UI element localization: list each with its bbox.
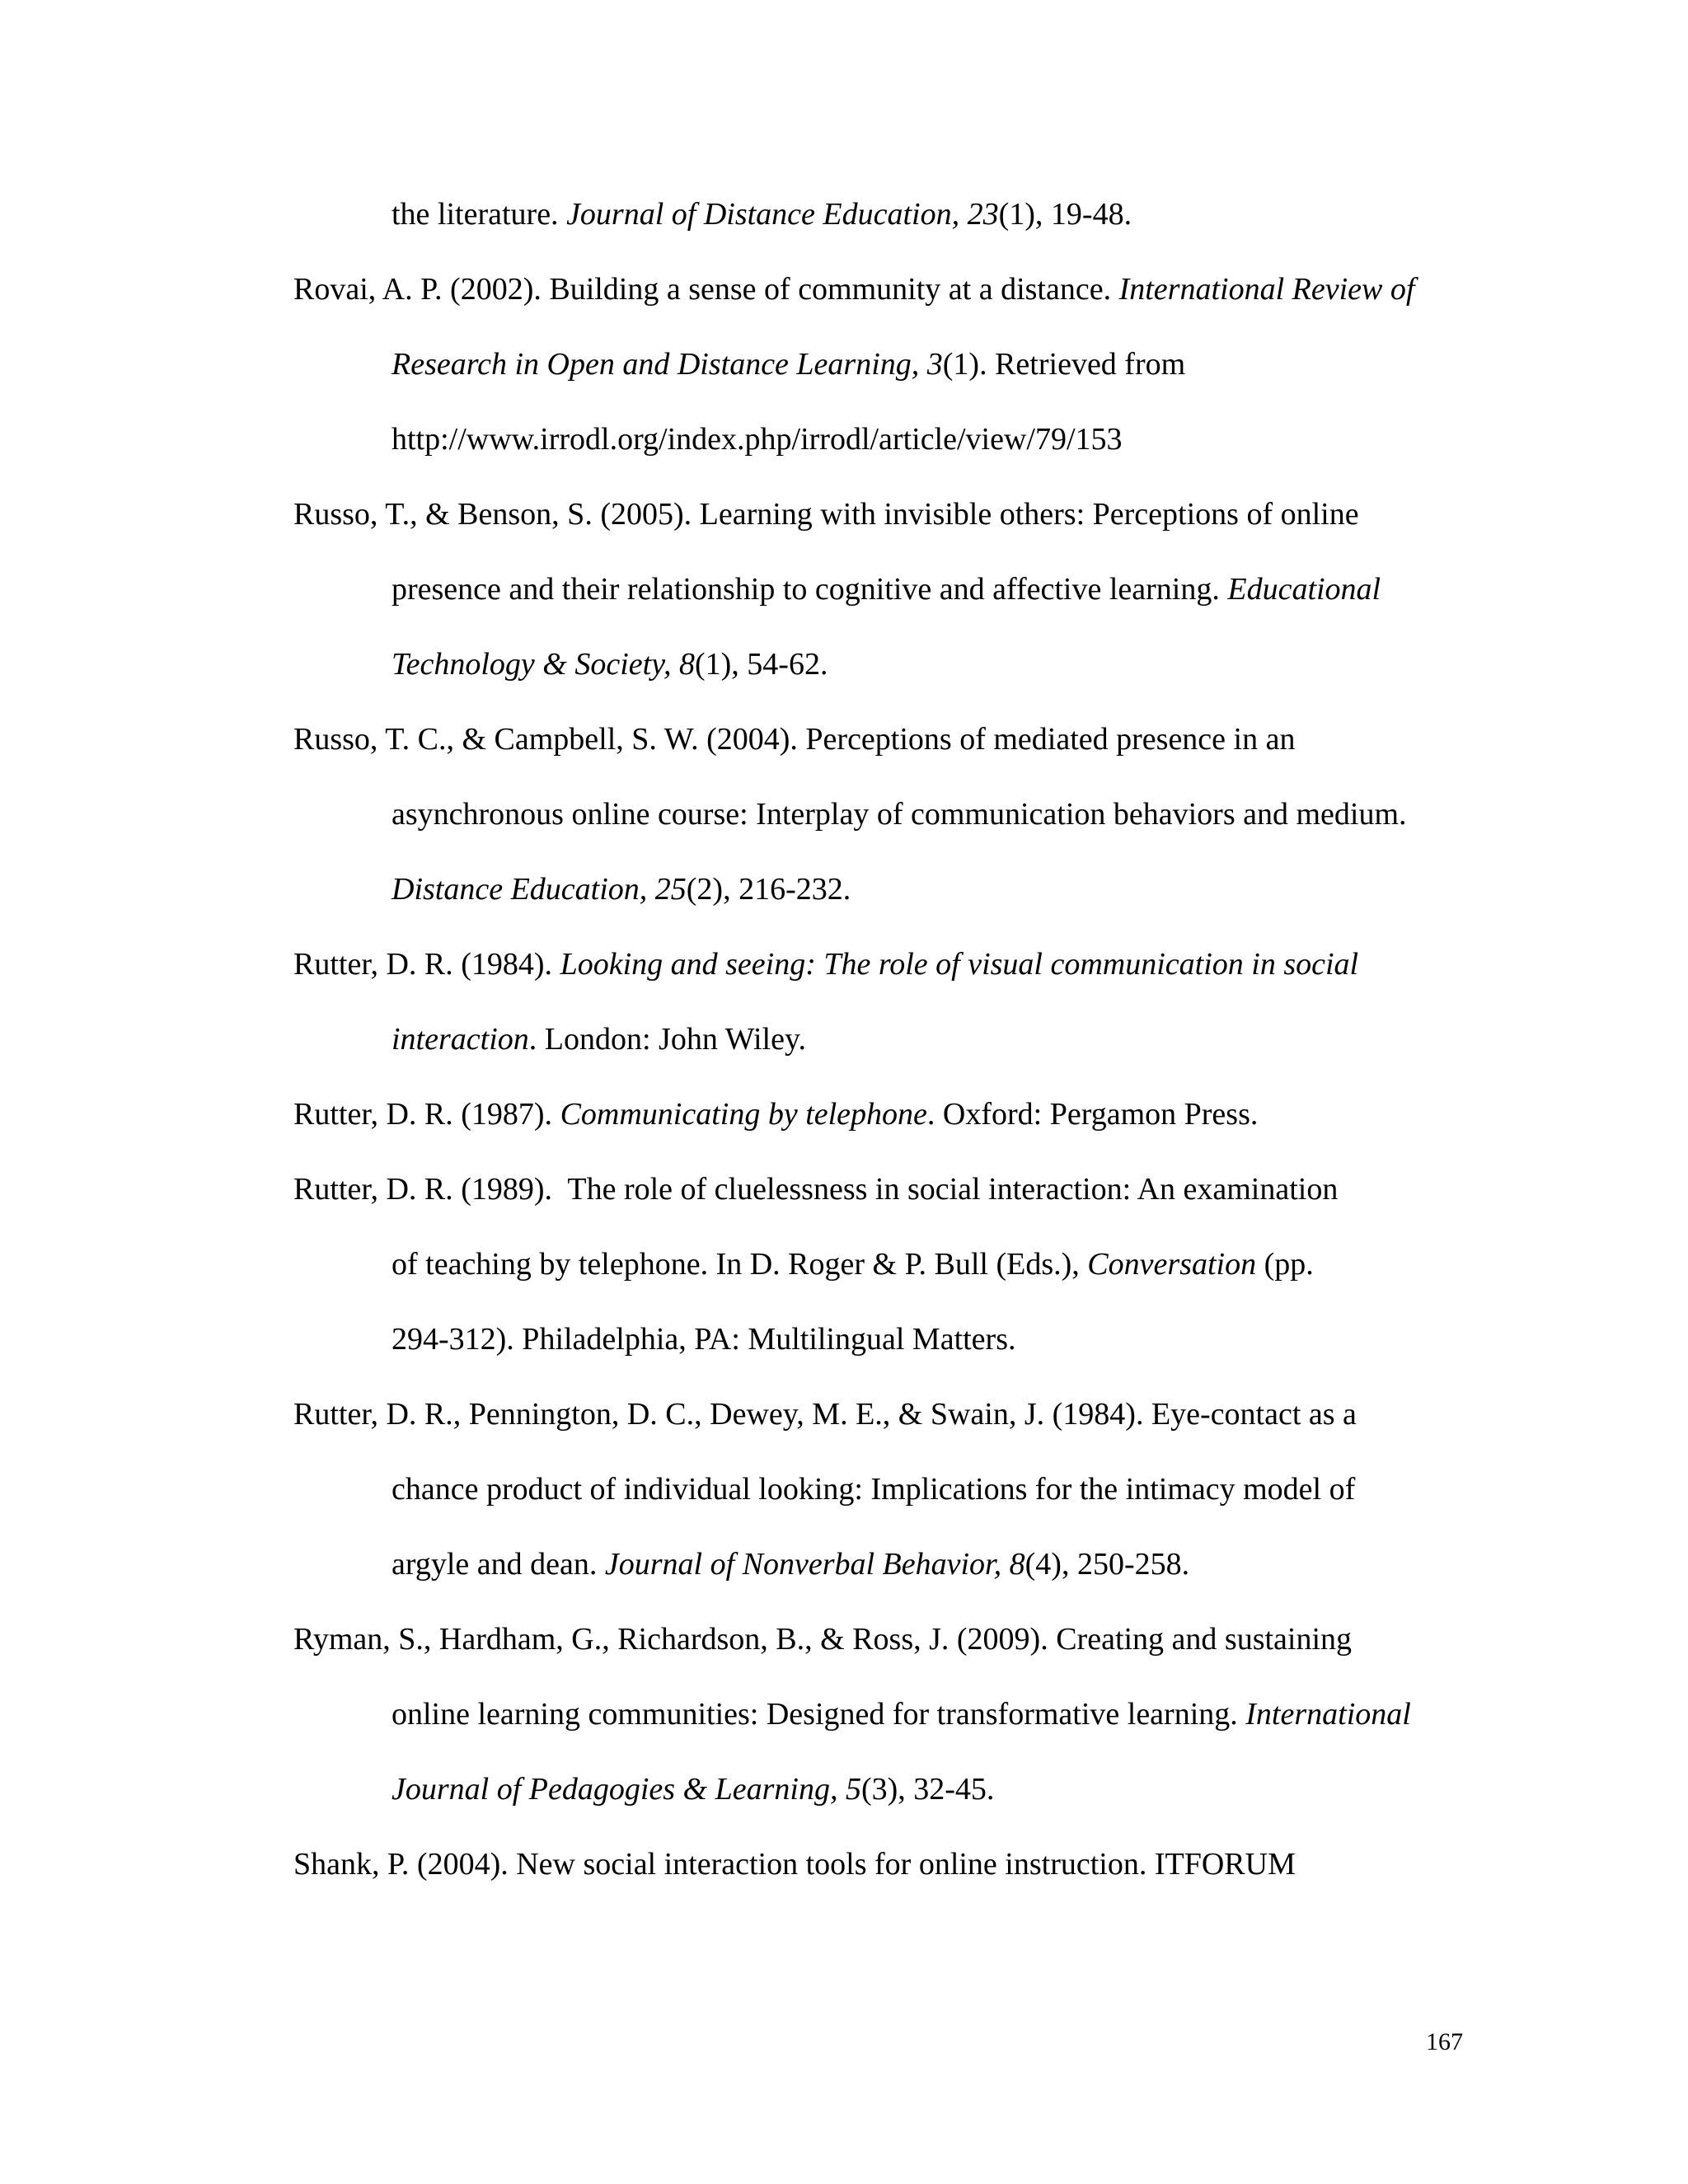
ref-ryman-line-3: Journal of Pedagogies & Learning, 5(3), 32-45. xyxy=(392,1772,995,1807)
ref-garrison-cont-line-1: the literature. Journal of Distance Education, 23(1), 19-48. xyxy=(392,197,1132,232)
ref-ryman-line-2: online learning communities: Designed for transformative learning. International xyxy=(392,1697,1411,1732)
ref-russo-benson-line-3: Technology & Society, 8(1), 54-62. xyxy=(392,647,828,682)
ref-russo-benson-line-1: Russo, T., & Benson, S. (2005). Learning with invisible others: Perceptions of online xyxy=(293,497,1359,532)
ref-rutter-pennington-line-3: argyle and dean. Journal of Nonverbal Behavior, 8(4), 250-258. xyxy=(392,1547,1190,1582)
ref-russo-campbell-line-2: asynchronous online course: Interplay of communication behaviors and medium. xyxy=(392,797,1407,832)
ref-rutter-1984-line-1: Rutter, D. R. (1984). Looking and seeing: The role of visual communication in social xyxy=(293,947,1359,982)
ref-rutter-1987-line-1: Rutter, D. R. (1987). Communicating by telephone. Oxford: Pergamon Press. xyxy=(293,1097,1259,1132)
ref-rutter-pennington-line-1: Rutter, D. R., Pennington, D. C., Dewey, M. E., & Swain, J. (1984). Eye-contact as a xyxy=(293,1397,1357,1432)
page-number: 167 xyxy=(1426,2028,1463,2055)
ref-russo-campbell-line-1: Russo, T. C., & Campbell, S. W. (2004). Perceptions of mediated presence in an xyxy=(293,722,1296,757)
ref-rovai-2002-line-1: Rovai, A. P. (2002). Building a sense of community at a distance. International Review of xyxy=(293,272,1415,307)
ref-rutter-pennington-line-2: chance product of individual looking: Implications for the intimacy model of xyxy=(392,1472,1356,1507)
ref-russo-campbell-line-3: Distance Education, 25(2), 216-232. xyxy=(392,872,851,907)
ref-rutter-1989-line-2: of teaching by telephone. In D. Roger & P. Bull (Eds.), Conversation (pp. xyxy=(392,1247,1314,1282)
ref-rutter-1989-line-1: Rutter, D. R. (1989). The role of cluelessness in social interaction: An examination xyxy=(293,1172,1339,1207)
ref-rutter-1984-line-2: interaction. London: John Wiley. xyxy=(392,1022,806,1057)
ref-rutter-1989-line-3: 294-312). Philadelphia, PA: Multilingual Matters. xyxy=(392,1322,1016,1357)
ref-russo-benson-line-2: presence and their relationship to cognitive and affective learning. Educational xyxy=(392,572,1381,607)
ref-rovai-2002-url[interactable]: http://www.irrodl.org/index.php/irrodl/article/view/79/153 xyxy=(392,422,1123,457)
ref-ryman-line-1: Ryman, S., Hardham, G., Richardson, B., & Ross, J. (2009). Creating and sustaining xyxy=(293,1622,1353,1657)
ref-shank-line-1: Shank, P. (2004). New social interaction tools for online instruction. ITFORUM xyxy=(293,1847,1296,1882)
ref-rovai-2002-line-2: Research in Open and Distance Learning, 3(1). Retrieved from xyxy=(392,347,1186,382)
